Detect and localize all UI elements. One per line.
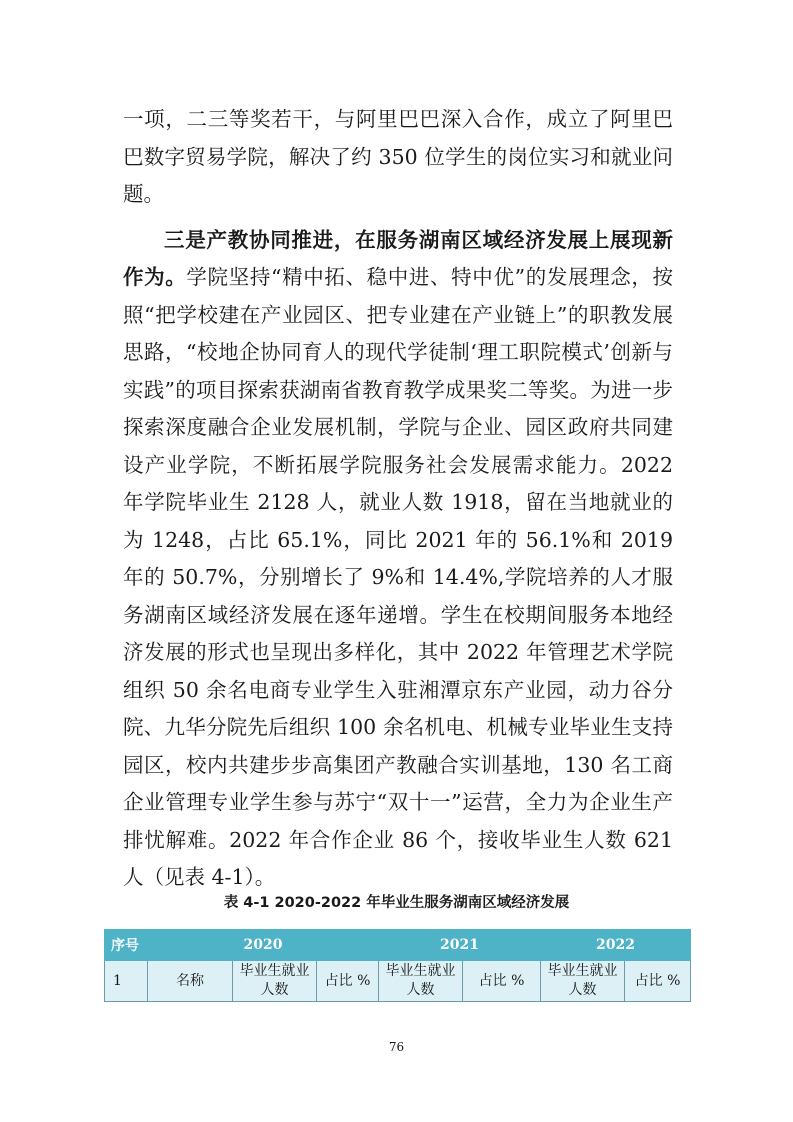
cell-2020-employed: 毕业生就业人数 (233, 961, 317, 1002)
header-year-2021: 2021 (379, 930, 541, 961)
cell-2022-ratio: 占比 % (625, 961, 691, 1002)
paragraph-industry-education (123, 222, 673, 897)
header-year-2022: 2022 (541, 930, 691, 961)
document-body (123, 101, 673, 897)
paragraph-lead-heading: 三是产教协同推进，在服务湖南区域经济发展上展现新作为。 (123, 227, 673, 289)
cell-2021-employed: 毕业生就业人数 (379, 961, 463, 1002)
table-row (105, 961, 691, 1002)
paragraph-body-text: 学院坚持“精中拓、稳中进、特中优”的发展理念，按照“把学校建在产业园区、把专业建在产业链上”的职教发展思路，“校地企协同育人的现代学徒制‘理工职院模式’创新与实践”的项目探索获湖南省教育教学成果奖二等奖。为进一步探索深度融合企业发展机制，学院与企业、园区政府共同建设产业学院，不断拓展学院服务社会发展需求能力。2022 年学院毕业生 2128 人，就业人数 1918，留在当地就业的为 1248，占比 65.1%，同比 2021 年的 56.1%和 2019 年的 50.7%，分别增长了 9%和 14.4%,学院培养的人才服务湖南区域经济发展在逐年递增。学生在校期间服务本地经济发展的形式也呈现出多样化，其中 2022 年管理艺术学院组织 50 余名电商专业学生入驻湘潭京东产业园，动力谷分院、九华分院先后组织 100 余名机电、机械专业毕业生支持园区，校内共建步步高集团产教融合实训基地，130 名工商企业管理专业学生参与苏宁“双十一”运营，全力为企业生产排忧解难。2022 年合作企业 86 个，接收毕业生人数 621 人（见表 4-1）。 (123, 265, 674, 889)
cell-name: 名称 (148, 961, 233, 1002)
table-header-row (105, 930, 691, 961)
header-year-2020: 2020 (148, 930, 379, 961)
cell-2022-employed: 毕业生就业人数 (541, 961, 625, 1002)
cell-2021-ratio: 占比 % (463, 961, 541, 1002)
cell-2020-ratio: 占比 % (317, 961, 379, 1002)
page-number: 76 (388, 1040, 405, 1054)
graduates-service-table (104, 929, 691, 1002)
table-caption: 表 4-1 2020-2022 年毕业生服务湖南区域经济发展 (223, 895, 570, 911)
paragraph-continuation: 一项，二三等奖若干，与阿里巴巴深入合作，成立了阿里巴巴数字贸易学院，解决了约 350 位学生的岗位实习和就业问题。 (123, 107, 673, 206)
cell-seq: 1 (105, 961, 148, 1002)
header-seq: 序号 (105, 930, 148, 961)
